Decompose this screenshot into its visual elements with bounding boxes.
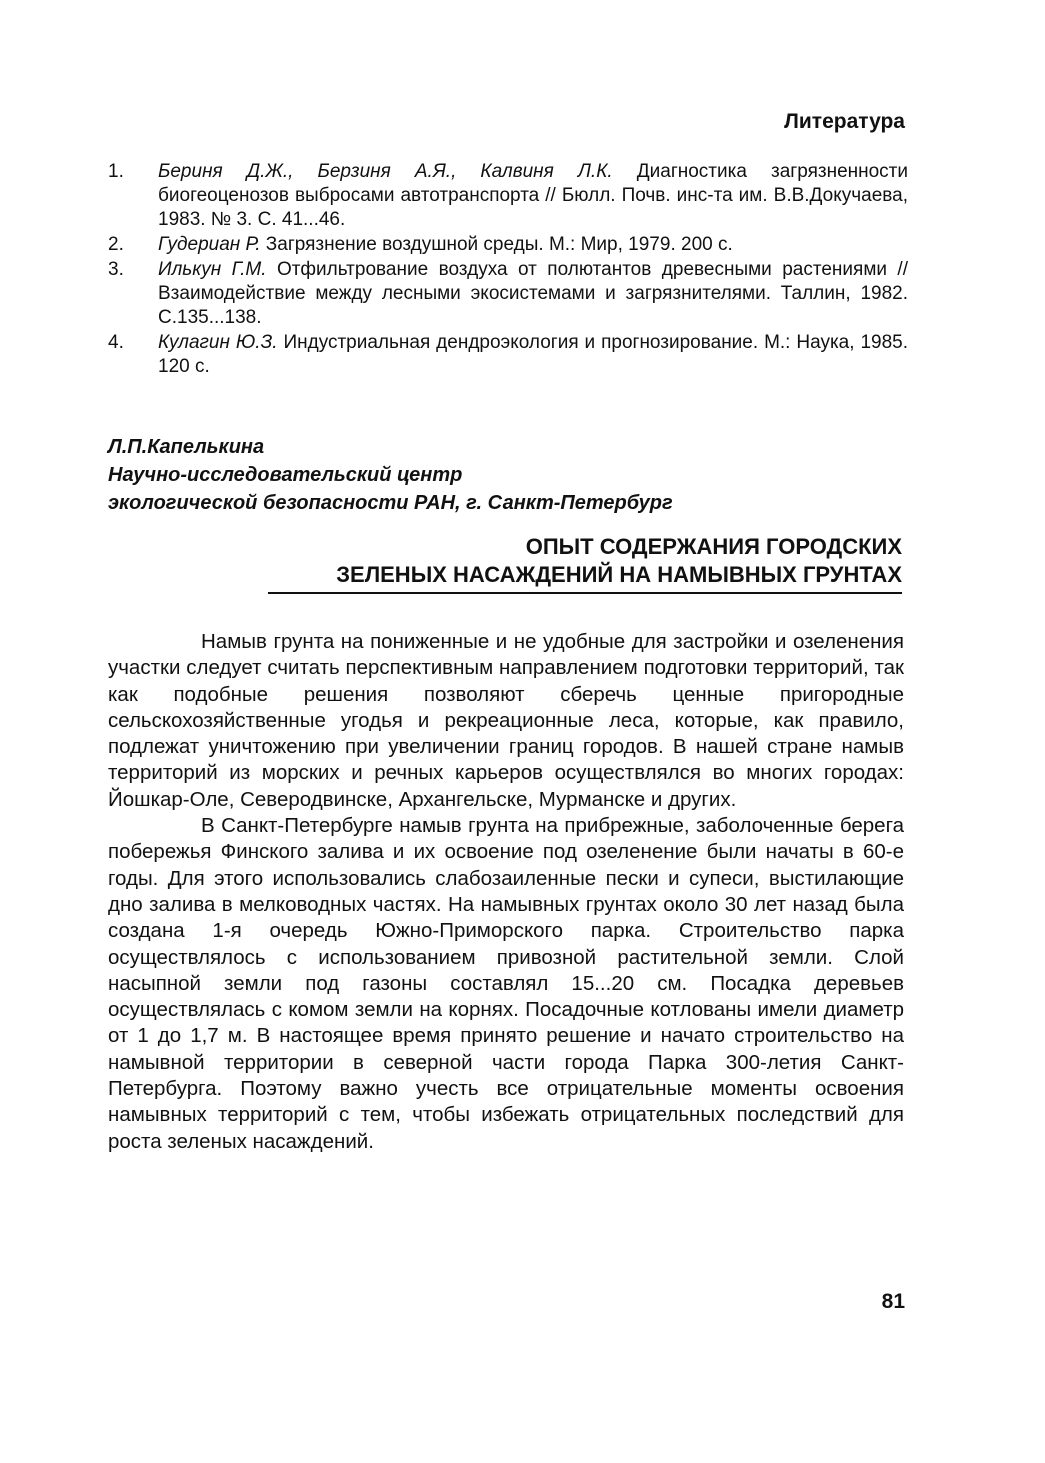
reference-text: Отфильтрование воздуха от полютантов древесными растениями // Взаимодействие между лесными экосистемами и загрязнителями. Таллин, 1982. С.135...138. (158, 259, 908, 328)
reference-authors: Бериня Д.Ж., Берзиня А.Я., Калвиня Л.К. (158, 161, 613, 182)
article-title-line2: ЗЕЛЕНЫХ НАСАЖДЕНИЙ НА НАМЫВНЫХ ГРУНТАХ (336, 562, 902, 587)
body-paragraph: Намыв грунта на пониженные и не удобные для застройки и озеленения участки следует считать перспективным направлением подготовки территорий, так как подобные решения позволяют сберечь ценные пригородные сельскохозяйственные угодья и рекреационные леса, которые, как правило, подлежат уничтожению при увеличении границ городов. В нашей стране намыв территорий из морских и речных карьеров осуществлялся во многих городах: Йошкар-Оле, Северодвинске, Архангельске, Мурманске и других. (108, 630, 904, 811)
reference-text: Диагностика загрязненности биогеоценозов выбросами автотранспорта // Бюлл. Почв. инс-та им. В.В.Докучаева, 1983. № 3. С. 41...46. (158, 161, 908, 230)
reference-item (108, 258, 908, 330)
literature-heading: Литература (784, 110, 905, 133)
author-affiliation-line2: экологической безопасности РАН, г. Санкт-Петербург (108, 492, 673, 514)
reference-text: Индустриальная дендроэкология и прогнозирование. М.: Наука, 1985. 120 с. (158, 332, 908, 377)
reference-item (108, 160, 908, 232)
reference-number: 3. (108, 259, 124, 280)
author-name: Л.П.Капелькина (108, 436, 265, 458)
reference-item (108, 331, 908, 379)
reference-number: 4. (108, 332, 124, 353)
reference-authors: Кулагин Ю.З. (158, 332, 278, 353)
body-paragraph: В Санкт-Петербурге намыв грунта на прибрежные, заболоченные берега побережья Финского залива и их освоение под озеленение были начаты в 60-е годы. Для этого использовались слабозаиленные пески и супеси, выстилающие дно залива в мелководных частях. На намывных грунтах около 30 лет назад была создана 1-я очередь Южно-Приморского парка. Строительство парка осуществлялось с использованием привозной растительной земли. Слой насыпной земли под газоны составлял 15...20 см. Посадка деревьев осуществлялась с комом земли на корнях. Посадочные котлованы имели диаметр от 1 до 1,7 м. В настоящее время принято решение и начато строительство на намывной территории в северной части города Парка 300-летия Санкт-Петербурга. Поэтому важно учесть все отрицательные моменты освоения намывных территорий с тем, чтобы избежать отрицательных последствий для роста зеленых насаждений. (108, 814, 904, 1153)
reference-authors: Гудериан Р. (158, 234, 261, 255)
author-block (108, 433, 673, 517)
reference-number: 1. (108, 161, 124, 182)
reference-text: Загрязнение воздушной среды. М.: Мир, 1979. 200 с. (260, 234, 733, 255)
page-number: 81 (881, 1290, 905, 1313)
reference-number: 2. (108, 234, 124, 255)
reference-list (108, 160, 908, 380)
article-title-line1: ОПЫТ СОДЕРЖАНИЯ ГОРОДСКИХ (525, 534, 902, 559)
reference-item (108, 233, 908, 257)
reference-authors: Илькун Г.М. (158, 259, 267, 280)
article-title (268, 533, 902, 594)
author-affiliation-line1: Научно-исследовательский центр (108, 464, 463, 486)
article-body (108, 629, 904, 1155)
